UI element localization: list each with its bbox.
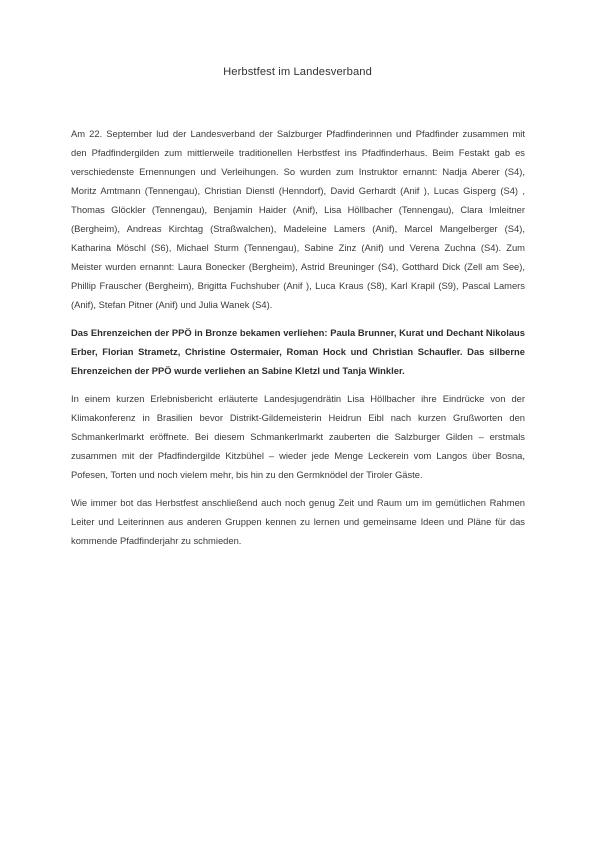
paragraph-honors: Das Ehrenzeichen der PPÖ in Bronze bekamen verliehen: Paula Brunner, Kurat und Dechant Nikolaus Erber, Florian Strametz, Christine Ostermaier, Roman Hock und Christian Schaufler. Das silberne Ehrenzeichen der PPÖ wurde verliehen an Sabine Kletzl und Tanja Winkler. — [71, 327, 525, 376]
paragraph-appointments: Am 22. September lud der Landesverband der Salzburger Pfadfinderinnen und Pfadfinder zusammen mit den Pfadfindergilden zum mittlerweile traditionellen Herbstfest ins Pfadfinderhaus. Beim Festakt gab es verschiedenste Ernennungen und Verleihungen. So wurden zum Instruktor ernannt: Nadja Aberer (S4), Moritz Amtmann (Tennengau), Christian Dienstl (Henndorf), David Gerhardt (Anif ), Lucas Gisperg (S4) , Thomas Glöckler (Tennengau), Benjamin Haider (Anif), Lisa Höllbacher (Tennengau), Clara Imleitner (Bergheim), Andreas Kirchtag (Straßwalchen), Madeleine Lamers (Anif), Marcel Mangelberger (S4), Katharina Möschl (S6), Michael Sturm (Tennengau), Sabine Zinz (Anif) und Verena Zuchna (S4). Zum Meister wurden ernannt: Laura Bonecker (Bergheim), Astrid Breuninger (S4), Gotthard Dick (Zell am See), Phillip Frauscher (Bergheim), Brigitta Fuchshuber (Anif ), Luca Kraus (S8), Karl Krapil (S9), Pascal Lamers (Anif), Stefan Pitner (Anif) und Julia Wanek (S4). — [71, 128, 525, 310]
paragraph-report: In einem kurzen Erlebnisbericht erläuterte Landesjugendrätin Lisa Höllbacher ihre Eindrücke von der Klimakonferenz in Brasilien bevor Distrikt-Gildemeisterin Heidrun Eibl nach kurzen Grußworten den Schmankerlmarkt eröffnete. Bei diesem Schmankerlmarkt zauberten die Salzburger Gilden – erstmals zusammen mit der Pfadfindergilde Kitzbühel – wieder jede Menge Leckerein vom Langos über Bosna, Pofesen, Torten und noch vielem mehr, bis hin zu den Germknödel der Tiroler Gäste. — [71, 393, 525, 480]
document-body — [71, 124, 525, 559]
paragraph-closing: Wie immer bot das Herbstfest anschließend auch noch genug Zeit und Raum um im gemütlichen Rahmen Leiter und Leiterinnen aus anderen Gruppen kennen zu lernen und gemeinsame Ideen und Pläne für das kommende Pfadfinderjahr zu schmieden. — [71, 497, 525, 546]
document-title: Herbstfest im Landesverband — [223, 66, 372, 78]
